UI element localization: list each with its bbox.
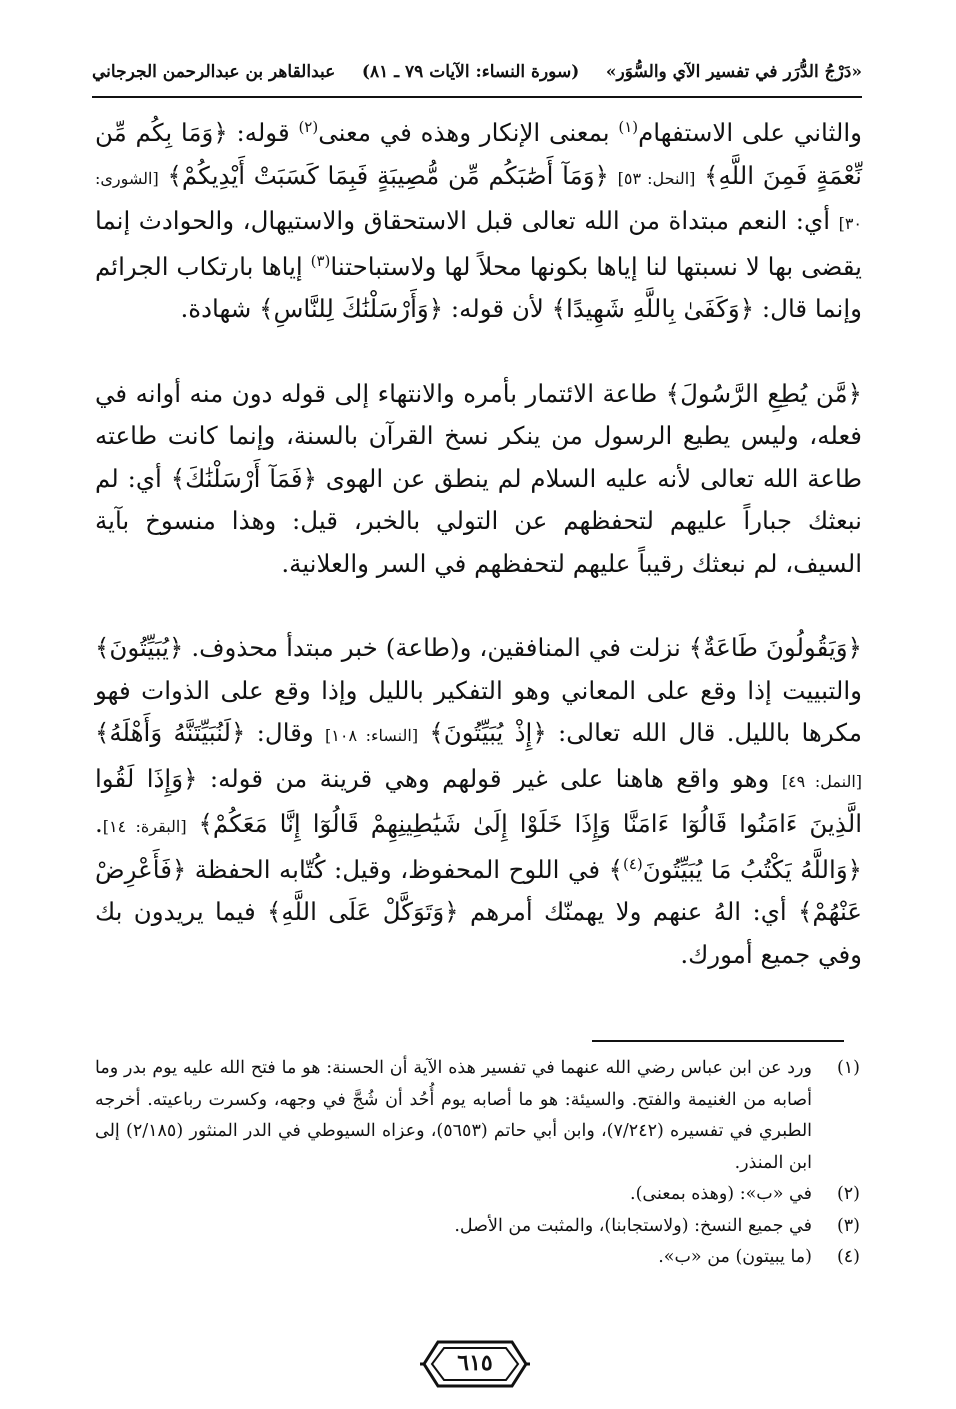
main-text xyxy=(95,112,862,976)
page-number: ٦١٥ xyxy=(457,1350,493,1376)
p3-text-1: ﴿وَيَقُولُونَ طَاعَةٌ﴾ نزلت في المنافقين، و(طاعة) خبر مبتدأ محذوف. ﴿يُبَيِّتُونَ﴾ والتبييت إذا وقع على المعاني وهو التفكير بالليل وإذا وقع على الذوات فهو مكرها بالليل. قال الله تعالى: ﴿إِذْ يُبَيِّتُونَ﴾ xyxy=(95,633,863,747)
p3-text-5: ﴾ في اللوح المحفوظ، وقيل: كُتّابه الحفظة ﴿فَأَعْرِضْ عَنْهُمْ﴾ أي: الهُ عنهم ولا يهمنّك أمرهم ﴿وَتَوَكَّلْ عَلَى اللَّهِ﴾ فيما يريدون بك وفي جميع أمورك. xyxy=(95,854,862,969)
paragraph-3 xyxy=(95,627,862,976)
footnote-number: (٣) xyxy=(836,1215,860,1236)
p1-text-3: قوله: ﴿وَمَا بِكُم مِّن نِّعْمَةٍ فَمِنَ اللَّهِ﴾ xyxy=(95,118,862,190)
verse-reference-nahl: [النحل: ٥٣] xyxy=(617,168,696,188)
paragraph-2: ﴿مَّن يُطِعِ الرَّسُولَ﴾ طاعة الائتمار بأمره والانتهاء إلى قوله دون منه أوانه في فعله، وليس يطيع الرسول من ينكر نسخ القرآن بالسنة، وإنما كانت طاعته طاعة الله تعالى لأنه عليه السلام لم ينطق عن الهوى ﴿فَمَآ أَرْسَلْنَٰكَ﴾ أي: لم نبعثك جباراً عليهم لتحفظهم عن التولي بالخبر، قيل: وهذا منسوخ بآية السيف، لم نبعثك رقيباً عليهم لتحفظهم في السر والعلانية. xyxy=(95,378,862,578)
footnote-1 xyxy=(95,1053,860,1179)
header-rule xyxy=(92,96,862,98)
book-title: «دَرْجُ الدُّرَر في تفسير الآي والسُّوَر» xyxy=(605,62,862,82)
footnote-text: (ما يبيتون) من «ب». xyxy=(658,1247,812,1267)
author-name: عبدالقاهر بن عبدالرحمن الجرجاني xyxy=(92,62,336,82)
footnote-number: (١) xyxy=(836,1058,860,1078)
footnote-2 xyxy=(95,1179,860,1211)
verse-reference-shura: [الشورى: ٣٠] xyxy=(95,168,862,233)
footnotes xyxy=(95,1053,860,1274)
p1-text-6: إياها بارتكاب الجرائم وإنما قال: ﴿وَكَفَىٰ بِاللَّهِ شَهِيدًا﴾ لأن قوله: ﴿وَأَرْسَلْنَٰكَ لِلنَّاسِ﴾ شهادة. xyxy=(95,251,862,323)
footnote-marker-2: (٢) xyxy=(298,117,319,136)
footnote-number: (٢) xyxy=(836,1184,860,1204)
footnote-3 xyxy=(95,1211,860,1243)
footnote-text: في «ب»: (وهذه بمعنى). xyxy=(630,1184,812,1204)
footnote-4 xyxy=(95,1242,860,1274)
footnote-marker-3: (٣) xyxy=(310,251,331,270)
surah-range: (سورة النساء: الآيات ٧٩ ـ ٨١) xyxy=(361,62,580,82)
paragraph-1 xyxy=(95,112,862,331)
footnote-marker-1: (١) xyxy=(618,117,639,136)
footnote-marker-4: (٤) xyxy=(622,854,643,873)
p1-text-5: أي: النعم مبتداة من الله تعالى قبل الاستحقاق والاستيهال، والحوادث إنما يقضى بها لا نسبتها لنا إياها بكونها محلاً لها ولاستباحتنا xyxy=(95,206,862,281)
footnote-text: ورد عن ابن عباس رضي الله عنهما في تفسير هذه الآية أن الحسنة: هو ما فتح الله عليه يوم بدر وما أصابه من الغنيمة والفتح. والسيئة: هو ما أصابه يوم أُحُد أن شُجَّ في وجهه، وكسرت رباعيته. أخرجه الطبري في تفسيره (٧/٢٤٢)، وابن أبي حاتم (٥٦٥٣)، وعزاه السيوطي في الدر المنثور (٢/١٨٥) إلى ابن المنذر. xyxy=(95,1058,813,1173)
footnote-separator xyxy=(592,1040,844,1042)
p3-text-2: وقال: ﴿لَنُبَيِّتَنَّهُ وَأَهْلَهُ﴾ xyxy=(95,718,325,747)
p3-text-3: وهو واقع هاهنا على غير قولهم وهي قرينة من قوله: ﴿وَإِذَا لَقُوا الَّذِينَ ءَامَنُوا قَالُوٓا ءَامَنَّا وَإِذَا خَلَوْا إِلَىٰ شَيَٰطِينِهِمْ قَالُوٓا إِنَّا مَعَكُمْ﴾ xyxy=(95,763,863,838)
p1-text-1: والثاني على الاستفهام xyxy=(638,118,862,147)
running-header xyxy=(92,55,862,89)
footnote-text: في جميع النسخ: (ولاستجابنا)، والمثبت من الأصل. xyxy=(454,1215,812,1236)
p3-text-4: . ﴿وَاللَّهُ يَكْتُبُ مَا يُبَيِّتُونَ xyxy=(95,809,862,884)
footnote-number: (٤) xyxy=(836,1247,860,1267)
verse-reference-nisa: [النساء: ١٠٨] xyxy=(325,726,419,745)
p1-text-2: بمعنى الإنكار وهذه في معنى xyxy=(318,118,619,147)
verse-reference-baqara: [البقرة: ١٤] xyxy=(102,817,187,836)
verse-reference-naml: [النمل: ٤٩] xyxy=(781,771,863,791)
p1-text-4: ﴿وَمَآ أَصَٰبَكُم مِّن مُّصِيبَةٍ فَبِمَا كَسَبَتْ أَيْدِيكُمْ﴾ xyxy=(158,160,618,190)
